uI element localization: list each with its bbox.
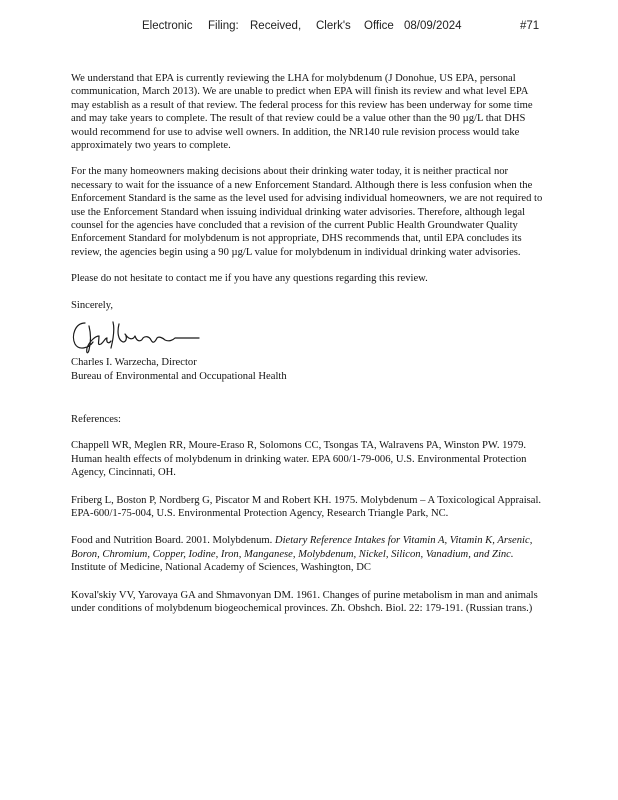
header-office: Office — [364, 20, 394, 32]
handwritten-signature-image — [69, 314, 209, 356]
signatory-name: Charles I. Warzecha, Director — [71, 357, 197, 369]
signature — [71, 314, 547, 356]
reference-fnb-prefix: Food and Nutrition Board. 2001. Molybdenum. — [71, 535, 275, 547]
efiling-header — [0, 20, 618, 38]
letter-body — [71, 72, 547, 615]
references-heading: References: — [71, 413, 121, 425]
header-received: Received, — [250, 20, 302, 32]
header-filing: Filing: — [208, 20, 239, 32]
paragraph-contact: Please do not hesitate to contact me if you have any questions regarding this review. — [71, 273, 428, 285]
header-date: 08/09/2024 — [404, 20, 462, 32]
signatory-bureau: Bureau of Environmental and Occupational Health — [71, 370, 287, 382]
reference-kovalskiy: Koval'skiy VV, Yarovaya GA and Shmavonyan DM. 1961. Changes of purine metabolism in man and animals under conditions of molybdenum biogeochemical provinces. Zh. Obshch. Biol. 22: 179-191. (Russian trans.) — [71, 589, 538, 614]
header-electronic: Electronic — [142, 20, 193, 32]
closing-sincerely: Sincerely, — [71, 299, 113, 311]
paragraph-homeowners: For the many homeowners making decisions about their drinking water today, it is neither practical nor necessary to wait for the issuance of a new Enforcement Standard. Although there is less confusion when the Enforcement Standard is the same as the level used for advising individual homeowners, we are not required to use the Enforcement Standard when issuing individual drinking water advisories. Therefore, although legal counsel for the agencies have concluded that a revision of the current Public Health Groundwater Quality Enforcement Standard for molybdenum is not appropriate, DHS recommends that, until EPA concludes its review, the agencies begin using a 90 µg/L value for molybdenum in individual drinking water advisories. — [71, 166, 543, 258]
reference-chappell: Chappell WR, Meglen RR, Moure-Eraso R, Solomons CC, Tsongas TA, Walravens PA, Winston PW. 1979. Human health effects of molybdenum in drinking water. EPA 600/1-79-006, U.S. Environmental Protection Agency, Cincinnati, OH. — [71, 440, 527, 479]
header-document-number: #71 — [520, 20, 540, 32]
reference-fnb-suffix: Institute of Medicine, National Academy of Sciences, Washington, DC — [71, 562, 371, 574]
paragraph-epa-review: We understand that EPA is currently reviewing the LHA for molybdenum (J Donohue, US EPA, personal communication, March 2013). We are unable to predict when EPA will finish its review and what level EPA may establish as a result of that review. The federal process for this review has been underway for some time and may take years to complete. The result of that review could be a value other than the 90 µg/L that DHS would recommend for use to advise well owners. In addition, the NR140 rule revision process would take approximately two years to complete. — [71, 73, 533, 152]
header-clerks: Clerk's — [316, 20, 351, 32]
reference-friberg: Friberg L, Boston P, Nordberg G, Piscator M and Robert KH. 1975. Molybdenum – A Toxicological Appraisal. EPA-600/1-75-004, U.S. Environmental Protection Agency, Research Triangle Park, NC. — [71, 494, 542, 519]
reference-food-nutrition-board — [71, 534, 547, 574]
reference-fnb-title: Dietary Reference Intakes for Vitamin A, Vitamin K, Arsenic, Boron, Chromium, Copper, Iodine, Iron, Manganese, Molybdenum, Nickel, Silicon, Vanadium, and Zinc. — [71, 535, 533, 560]
